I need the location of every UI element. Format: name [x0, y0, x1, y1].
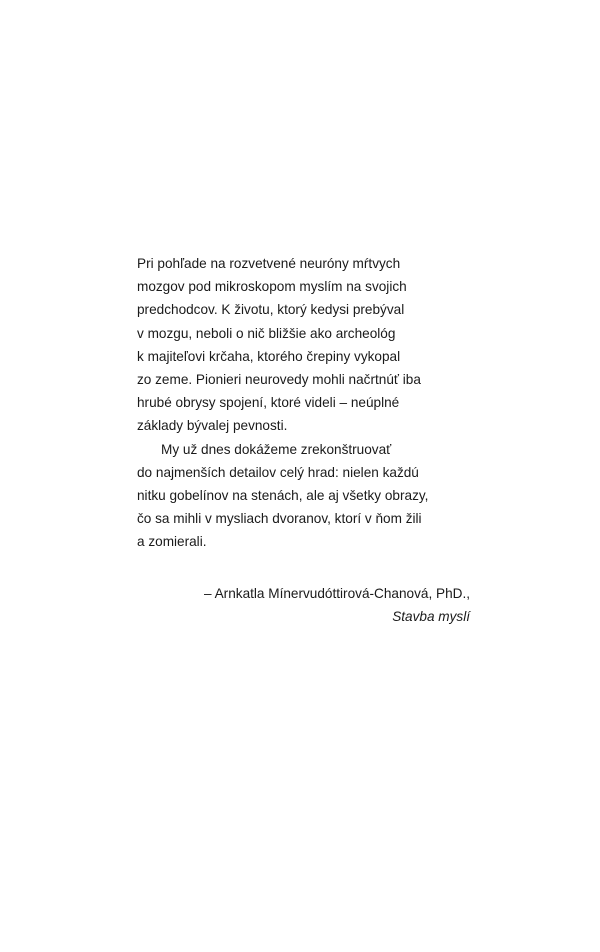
epigraph-paragraph-2: [137, 438, 477, 554]
attribution: [204, 582, 470, 628]
text-line: predchodcov. K životu, ktorý kedysi prebýval: [137, 302, 405, 318]
text-line: základy bývalej pevnosti.: [137, 418, 288, 434]
text-line: k majiteľovi krčaha, ktorého črepiny vykopal: [137, 348, 401, 364]
text-line: v mozgu, neboli o nič bližšie ako archeológ: [137, 325, 396, 341]
text-line: do najmenších detailov celý hrad: nielen každú: [137, 464, 419, 480]
epigraph: [137, 252, 477, 554]
text-line: My už dnes dokážeme zrekonštruovať: [161, 441, 392, 457]
text-line: nitku gobelínov na stenách, ale aj všetky obrazy,: [137, 488, 429, 504]
text-line: Pri pohľade na rozvetvené neuróny mŕtvych: [137, 256, 401, 271]
text-line: zo zeme. Pionieri neurovedy mohli načrtnúť iba: [137, 372, 421, 388]
text-line: hrubé obrysy spojení, ktoré videli – neúplné: [137, 395, 400, 411]
attribution-work-title: Stavba myslí: [392, 609, 470, 625]
attribution-author: – Arnkatla Mínervudóttirová-Chanová, PhD.,: [204, 586, 470, 601]
text-line: a zomierali.: [137, 534, 207, 550]
epigraph-paragraph-1: [137, 252, 477, 438]
text-line: čo sa mihli v mysliach dvoranov, ktorí v ňom žili: [137, 511, 422, 527]
text-line: mozgov pod mikroskopom myslím na svojich: [137, 279, 407, 295]
